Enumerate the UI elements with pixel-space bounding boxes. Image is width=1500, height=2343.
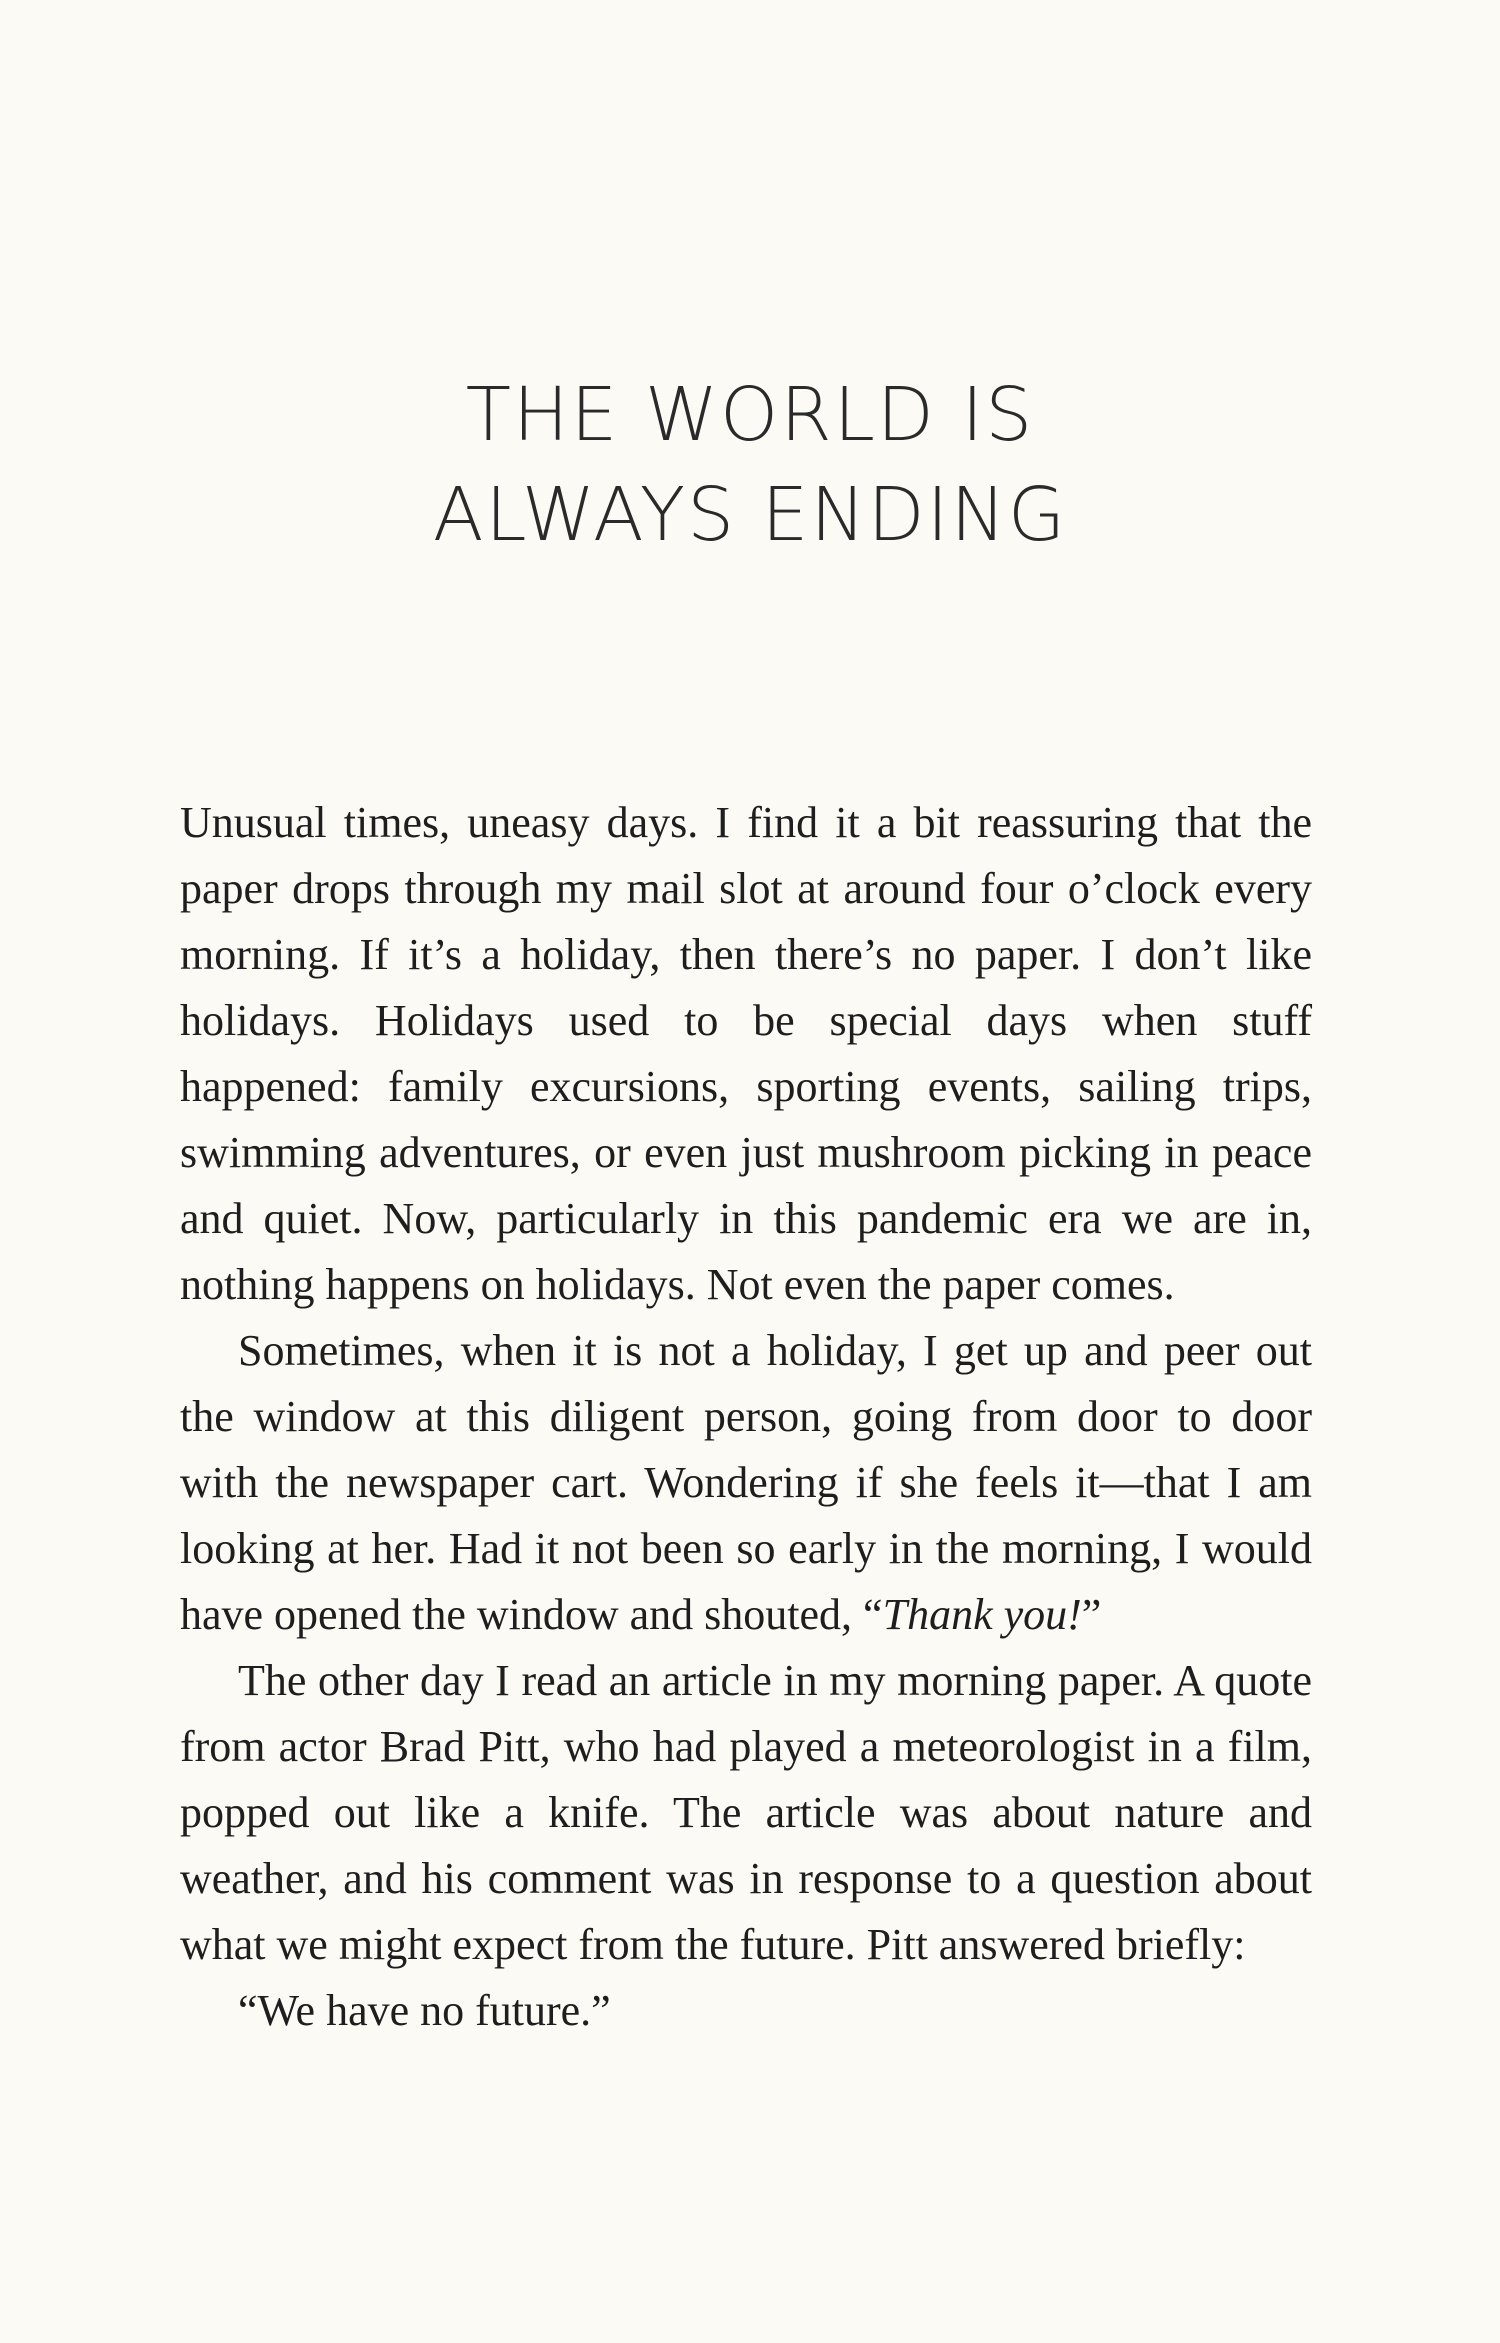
paragraph-2-close-quote: ” (1081, 1590, 1102, 1639)
paragraph-1: Unusual times, uneasy days. I find it a bit reassuring that the paper drops through my mail slot at around four o’clock every morning. If it’s a holiday, then there’s no paper. I don’t like holidays. Holidays used to be special days when stuff happened: family excursions, sporting events, sailing trips, swimming adventures, or even just mushroom picking in peace and quiet. Now, particularly in this pandemic era we are in, nothing happens on holidays. Not even the paper comes. (180, 798, 1312, 1309)
paragraph-2 (180, 1318, 1312, 1648)
paragraph-2-italic: Thank you! (882, 1590, 1082, 1639)
chapter-body (180, 790, 1312, 2044)
paragraph-2-text: Sometimes, when it is not a holiday, I get up and peer out the window at this diligent person, going from door to door with the newspaper cart. Wondering if she feels it—that I am looking at her. Had it not been so early in the morning, I would have opened the window and shouted, “ (180, 1326, 1312, 1639)
paragraph-3: The other day I read an article in my morning paper. A quote from actor Brad Pitt, who had played a meteorologist in a film, popped out like a knife. The article was about nature and weather, and his comment was in response to a question about what we might expect from the future. Pitt answered briefly: (180, 1656, 1312, 1969)
chapter-title (0, 365, 1500, 565)
chapter-title-line-1: THE WORLD IS (465, 372, 1035, 458)
chapter-title-line-2: ALWAYS ENDING (432, 472, 1068, 558)
paragraph-4: “We have no future.” (238, 1986, 611, 2035)
